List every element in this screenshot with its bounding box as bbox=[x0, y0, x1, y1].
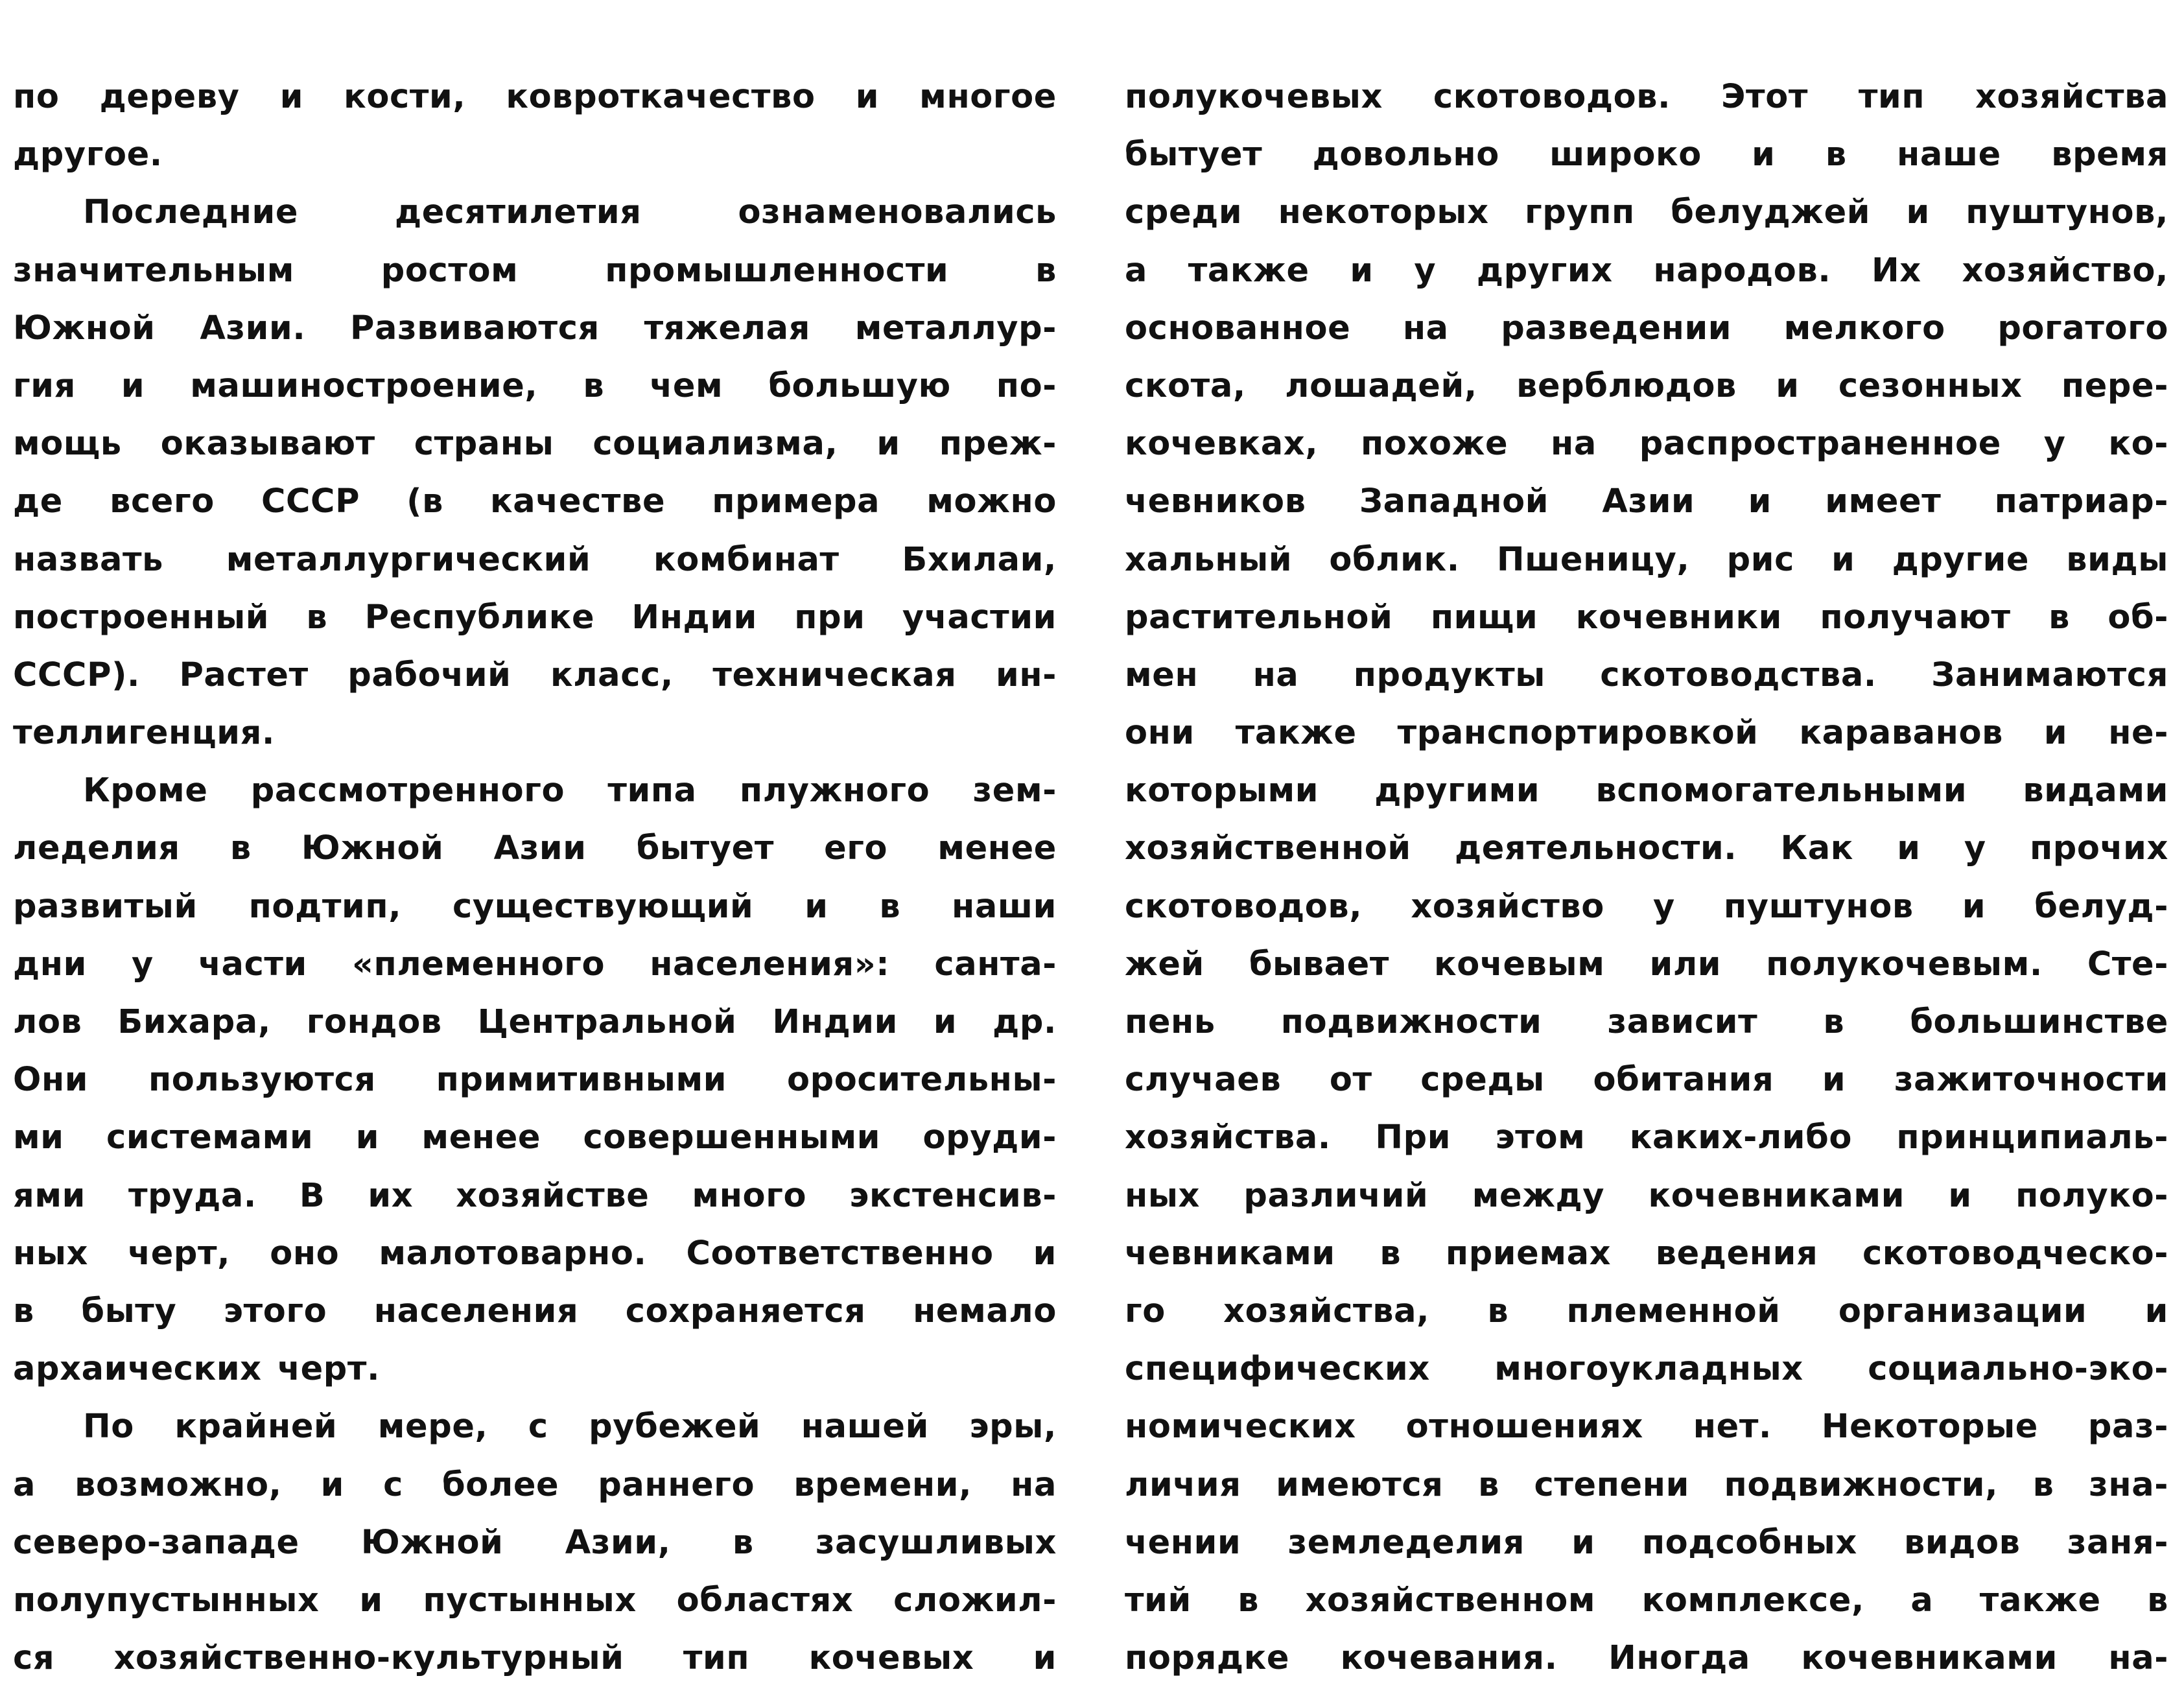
text-line: ми системами и менее совершенными оруди- bbox=[13, 1118, 1057, 1157]
right-text-column bbox=[1125, 68, 2168, 1687]
text-line: Южной Азии. Развиваются тяжелая металлур- bbox=[13, 309, 1057, 348]
text-line: скота, лошадей, верблюдов и сезонных пере- bbox=[1125, 366, 2168, 405]
text-line: ся хозяйственно-культурный тип кочевых и bbox=[13, 1639, 1057, 1678]
text-line: архаических черт. bbox=[13, 1350, 381, 1389]
text-line: кочевках, похоже на распространенное у ко- bbox=[1125, 425, 2168, 464]
text-line: в быту этого населения сохраняется немало bbox=[13, 1292, 1057, 1330]
text-line: личия имеются в степени подвижности, в зна- bbox=[1125, 1465, 2168, 1504]
text-line: номических отношениях нет. Некоторые раз- bbox=[1125, 1408, 2168, 1446]
text-line: которыми другими вспомогательными видами bbox=[1125, 772, 2168, 810]
text-line: хальный облик. Пшеницу, рис и другие виды bbox=[1125, 540, 2168, 579]
text-line: растительной пищи кочевники получают в об- bbox=[1125, 598, 2168, 637]
text-line: Кроме рассмотренного типа плужного зем- bbox=[83, 772, 1057, 810]
text-line: ных различий между кочевниками и полуко- bbox=[1125, 1176, 2168, 1215]
text-line: развитый подтип, существующий и в наши bbox=[13, 887, 1057, 926]
text-line: полукочевых скотоводов. Этот тип хозяйства bbox=[1125, 78, 2168, 116]
text-line: скотоводов, хозяйство у пуштунов и белуд- bbox=[1125, 887, 2168, 926]
text-line: пень подвижности зависит в большинстве bbox=[1125, 1003, 2168, 1041]
text-line: а возможно, и с более раннего времени, на bbox=[13, 1465, 1057, 1504]
text-line: тий в хозяйственном комплексе, а также в bbox=[1125, 1581, 2168, 1620]
text-line: чевников Западной Азии и имеет патриар- bbox=[1125, 482, 2168, 521]
text-line: назвать металлургический комбинат Бхилаи, bbox=[13, 540, 1057, 579]
text-line: а также и у других народов. Их хозяйство, bbox=[1125, 251, 2168, 290]
text-line: среди некоторых групп белуджей и пуштунов, bbox=[1125, 193, 2168, 232]
text-line: значительным ростом промышленности в bbox=[13, 251, 1057, 290]
text-line: полупустынных и пустынных областях сложил- bbox=[13, 1581, 1057, 1620]
text-line: северо-западе Южной Азии, в засушливых bbox=[13, 1523, 1057, 1562]
text-line: ных черт, оно малотоварно. Соответственно и bbox=[13, 1234, 1057, 1273]
text-line: теллигенция. bbox=[13, 714, 275, 753]
text-line: гия и машиностроение, в чем большую по- bbox=[13, 366, 1057, 405]
text-line: СССР). Растет рабочий класс, техническая ин- bbox=[13, 655, 1057, 694]
text-line: Последние десятилетия ознаменовались bbox=[83, 193, 1057, 232]
left-text-column bbox=[13, 68, 1057, 1687]
text-line: хозяйства. При этом каких-либо принципиаль- bbox=[1125, 1118, 2168, 1157]
text-line: построенный в Республике Индии при участии bbox=[13, 598, 1057, 637]
text-line: основанное на разведении мелкого рогатого bbox=[1125, 309, 2168, 348]
text-line: порядке кочевания. Иногда кочевниками на- bbox=[1125, 1639, 2168, 1678]
text-line: бытует довольно широко и в наше время bbox=[1125, 136, 2168, 174]
text-line: мен на продукты скотоводства. Занимаются bbox=[1125, 655, 2168, 694]
text-line: по дереву и кости, ковроткачество и многое bbox=[13, 78, 1057, 116]
text-line: ями труда. В их хозяйстве много экстенсив- bbox=[13, 1176, 1057, 1215]
text-line: дни у части «племенного населения»: санта- bbox=[13, 945, 1057, 984]
text-line: чевниками в приемах ведения скотоводческо- bbox=[1125, 1234, 2168, 1273]
text-line: жей бывает кочевым или полукочевым. Сте- bbox=[1125, 945, 2168, 984]
text-line: Они пользуются примитивными оросительны- bbox=[13, 1061, 1057, 1100]
text-line: чении земледелия и подсобных видов заня- bbox=[1125, 1523, 2168, 1562]
text-line: По крайней мере, с рубежей нашей эры, bbox=[83, 1408, 1057, 1446]
text-line: мощь оказывают страны социализма, и преж- bbox=[13, 425, 1057, 464]
text-line: случаев от среды обитания и зажиточности bbox=[1125, 1061, 2168, 1100]
text-line: го хозяйства, в племенной организации и bbox=[1125, 1292, 2168, 1330]
text-line: лов Бихара, гондов Центральной Индии и др. bbox=[13, 1003, 1057, 1041]
text-line: они также транспортировкой караванов и не- bbox=[1125, 714, 2168, 753]
text-line: леделия в Южной Азии бытует его менее bbox=[13, 829, 1057, 868]
text-line: специфических многоукладных социально-эко- bbox=[1125, 1350, 2168, 1389]
text-line: хозяйственной деятельности. Как и у прочих bbox=[1125, 829, 2168, 868]
text-line: другое. bbox=[13, 136, 163, 174]
text-line: де всего СССР (в качестве примера можно bbox=[13, 482, 1057, 521]
